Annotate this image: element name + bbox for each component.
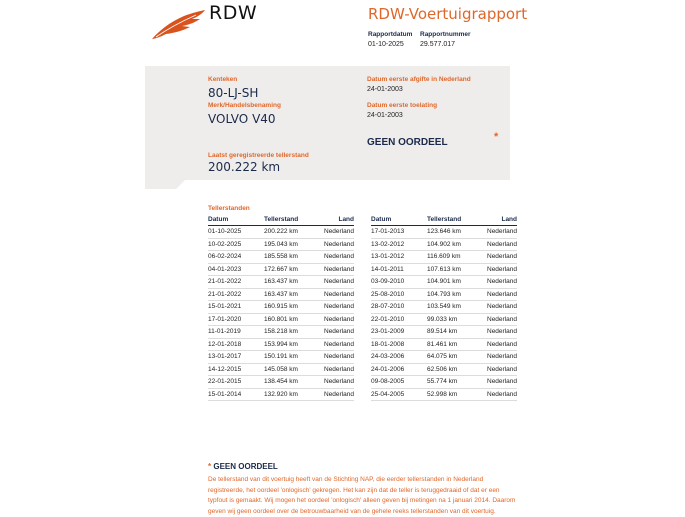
cell-km: 172.667 km bbox=[264, 263, 314, 276]
eerste-afgifte-label: Datum eerste afgifte in Nederland bbox=[367, 76, 471, 83]
cell-km: 138.454 km bbox=[264, 376, 314, 389]
cell-date: 14-12-2015 bbox=[208, 363, 264, 376]
cell-land: Nederland bbox=[477, 363, 517, 376]
kenteken-label: Kenteken bbox=[208, 76, 238, 83]
table-row bbox=[371, 263, 517, 276]
cell-date: 21-01-2022 bbox=[208, 288, 264, 301]
table-row bbox=[208, 251, 354, 264]
cell-land: Nederland bbox=[477, 351, 517, 364]
tellerstanden-title: Tellerstanden bbox=[208, 205, 250, 212]
table-row bbox=[208, 276, 354, 289]
oordeel-heading: GEEN OORDEEL bbox=[367, 137, 448, 148]
table-header-row bbox=[371, 213, 517, 226]
table-header-row bbox=[208, 213, 354, 226]
table-row bbox=[208, 388, 354, 401]
cell-km: 160.915 km bbox=[264, 301, 314, 314]
cell-date: 09-08-2005 bbox=[371, 376, 427, 389]
table-row bbox=[208, 288, 354, 301]
cell-km: 104.901 km bbox=[427, 276, 477, 289]
kenteken-value: 80-LJ-SH bbox=[208, 86, 259, 100]
cell-km: 123.646 km bbox=[427, 226, 477, 239]
cell-land: Nederland bbox=[314, 288, 354, 301]
table-row bbox=[371, 313, 517, 326]
note-heading-text: GEEN OORDEEL bbox=[213, 462, 278, 471]
teller-label: Laatst geregistreerde tellerstand bbox=[208, 152, 309, 159]
cell-land: Nederland bbox=[314, 388, 354, 401]
rdw-feather-logo-icon bbox=[150, 8, 206, 42]
cell-date: 15-01-2014 bbox=[208, 388, 264, 401]
cell-land: Nederland bbox=[314, 263, 354, 276]
cell-date: 23-01-2009 bbox=[371, 326, 427, 339]
teller-value: 200.222 km bbox=[208, 160, 281, 174]
cell-km: 62.506 km bbox=[427, 363, 477, 376]
cell-km: 89.514 km bbox=[427, 326, 477, 339]
table-row bbox=[371, 326, 517, 339]
cell-date: 18-01-2008 bbox=[371, 338, 427, 351]
column-header-date: Datum bbox=[371, 213, 427, 226]
cell-date: 14-01-2011 bbox=[371, 263, 427, 276]
cell-km: 153.994 km bbox=[264, 338, 314, 351]
rapportdatum-value: 01-10-2025 bbox=[368, 41, 404, 48]
column-header-km: Tellerstand bbox=[427, 213, 477, 226]
cell-land: Nederland bbox=[314, 313, 354, 326]
cell-date: 28-07-2010 bbox=[371, 301, 427, 314]
cell-km: 116.609 km bbox=[427, 251, 477, 264]
cell-land: Nederland bbox=[477, 338, 517, 351]
note-star-icon: * bbox=[208, 462, 212, 471]
rapportnummer-label: Rapportnummer bbox=[420, 31, 471, 38]
cell-land: Nederland bbox=[477, 376, 517, 389]
cell-date: 25-04-2005 bbox=[371, 388, 427, 401]
table-row bbox=[208, 238, 354, 251]
cell-km: 163.437 km bbox=[264, 288, 314, 301]
cell-land: Nederland bbox=[314, 338, 354, 351]
cell-land: Nederland bbox=[314, 251, 354, 264]
note-text: De tellerstand van dit voertuig heeft van de Stichting NAP, die eerder tellerstanden in Nederland registreerde, het oordeel 'onlogisch' gekregen. Het kan zijn dat de teller is teruggedraaid of dat er een typfout is gemaakt. Wij mogen het oordeel 'onlogisch' alleen geven bij metingen na 1 januari 2014. Daarom geven wij geen oordeel over de betrouwbaarheid van de gehele reeks tellerstanden van dit voertuig. bbox=[208, 476, 516, 515]
cell-km: 64.075 km bbox=[427, 351, 477, 364]
cell-km: 132.920 km bbox=[264, 388, 314, 401]
cell-km: 107.613 km bbox=[427, 263, 477, 276]
cell-km: 160.801 km bbox=[264, 313, 314, 326]
cell-km: 52.998 km bbox=[427, 388, 477, 401]
table-row bbox=[371, 288, 517, 301]
cell-date: 13-02-2012 bbox=[371, 238, 427, 251]
cell-date: 22-01-2015 bbox=[208, 376, 264, 389]
table-row bbox=[371, 238, 517, 251]
cell-date: 11-01-2019 bbox=[208, 326, 264, 339]
cell-date: 03-09-2010 bbox=[371, 276, 427, 289]
table-row bbox=[208, 338, 354, 351]
cell-date: 01-10-2025 bbox=[208, 226, 264, 239]
cell-date: 24-03-2006 bbox=[371, 351, 427, 364]
table-row bbox=[371, 388, 517, 401]
table-row bbox=[208, 326, 354, 339]
table-row bbox=[208, 313, 354, 326]
table-row bbox=[208, 301, 354, 314]
cell-date: 24-01-2006 bbox=[371, 363, 427, 376]
cell-km: 158.218 km bbox=[264, 326, 314, 339]
cell-land: Nederland bbox=[477, 288, 517, 301]
cell-date: 13-01-2017 bbox=[208, 351, 264, 364]
eerste-toelating-label: Datum eerste toelating bbox=[367, 102, 438, 109]
cell-land: Nederland bbox=[477, 276, 517, 289]
table-row bbox=[208, 226, 354, 239]
column-header-km: Tellerstand bbox=[264, 213, 314, 226]
table-row bbox=[208, 351, 354, 364]
merk-label: Merk/Handelsbenaming bbox=[208, 102, 281, 109]
table-row bbox=[371, 301, 517, 314]
cell-land: Nederland bbox=[314, 363, 354, 376]
rapportnummer-value: 29.577.017 bbox=[420, 41, 456, 48]
cell-km: 185.558 km bbox=[264, 251, 314, 264]
cell-date: 13-01-2012 bbox=[371, 251, 427, 264]
cell-land: Nederland bbox=[477, 263, 517, 276]
table-row bbox=[208, 376, 354, 389]
cell-km: 103.549 km bbox=[427, 301, 477, 314]
table-row bbox=[208, 263, 354, 276]
cell-date: 22-01-2010 bbox=[371, 313, 427, 326]
eerste-afgifte-value: 24-01-2003 bbox=[367, 86, 403, 93]
cell-land: Nederland bbox=[477, 388, 517, 401]
cell-land: Nederland bbox=[314, 376, 354, 389]
column-header-date: Datum bbox=[208, 213, 264, 226]
panel-notch bbox=[145, 180, 185, 189]
cell-land: Nederland bbox=[477, 238, 517, 251]
merk-value: VOLVO V40 bbox=[208, 112, 276, 126]
table-row bbox=[371, 276, 517, 289]
cell-land: Nederland bbox=[477, 251, 517, 264]
table-row bbox=[371, 351, 517, 364]
column-header-land: Land bbox=[314, 213, 354, 226]
table-row bbox=[371, 363, 517, 376]
cell-km: 104.793 km bbox=[427, 288, 477, 301]
oordeel-star-icon: * bbox=[494, 131, 499, 143]
report-title: RDW-Voertuigrapport bbox=[368, 5, 528, 23]
cell-km: 55.774 km bbox=[427, 376, 477, 389]
cell-land: Nederland bbox=[477, 313, 517, 326]
cell-km: 195.043 km bbox=[264, 238, 314, 251]
cell-km: 200.222 km bbox=[264, 226, 314, 239]
eerste-toelating-value: 24-01-2003 bbox=[367, 112, 403, 119]
rapportdatum-label: Rapportdatum bbox=[368, 31, 413, 38]
odometer-table-right bbox=[371, 213, 517, 401]
cell-land: Nederland bbox=[314, 351, 354, 364]
note-heading bbox=[208, 462, 278, 471]
table-row bbox=[371, 226, 517, 239]
table-row bbox=[371, 251, 517, 264]
cell-land: Nederland bbox=[314, 301, 354, 314]
cell-date: 25-08-2010 bbox=[371, 288, 427, 301]
cell-km: 104.902 km bbox=[427, 238, 477, 251]
cell-date: 06-02-2024 bbox=[208, 251, 264, 264]
cell-land: Nederland bbox=[314, 326, 354, 339]
table-row bbox=[208, 363, 354, 376]
cell-km: 145.058 km bbox=[264, 363, 314, 376]
brand-name: RDW bbox=[209, 2, 258, 24]
vehicle-info-panel bbox=[145, 66, 510, 180]
cell-date: 21-01-2022 bbox=[208, 276, 264, 289]
cell-land: Nederland bbox=[314, 276, 354, 289]
cell-date: 10-02-2025 bbox=[208, 238, 264, 251]
column-header-land: Land bbox=[477, 213, 517, 226]
cell-date: 17-01-2013 bbox=[371, 226, 427, 239]
odometer-table-left bbox=[208, 213, 354, 401]
table-row bbox=[371, 338, 517, 351]
cell-land: Nederland bbox=[314, 226, 354, 239]
cell-km: 163.437 km bbox=[264, 276, 314, 289]
cell-land: Nederland bbox=[477, 326, 517, 339]
cell-date: 12-01-2018 bbox=[208, 338, 264, 351]
cell-land: Nederland bbox=[477, 226, 517, 239]
cell-km: 81.461 km bbox=[427, 338, 477, 351]
cell-date: 04-01-2023 bbox=[208, 263, 264, 276]
cell-date: 15-01-2021 bbox=[208, 301, 264, 314]
cell-km: 99.033 km bbox=[427, 313, 477, 326]
cell-land: Nederland bbox=[477, 301, 517, 314]
cell-km: 150.191 km bbox=[264, 351, 314, 364]
cell-date: 17-01-2020 bbox=[208, 313, 264, 326]
cell-land: Nederland bbox=[314, 238, 354, 251]
table-row bbox=[371, 376, 517, 389]
